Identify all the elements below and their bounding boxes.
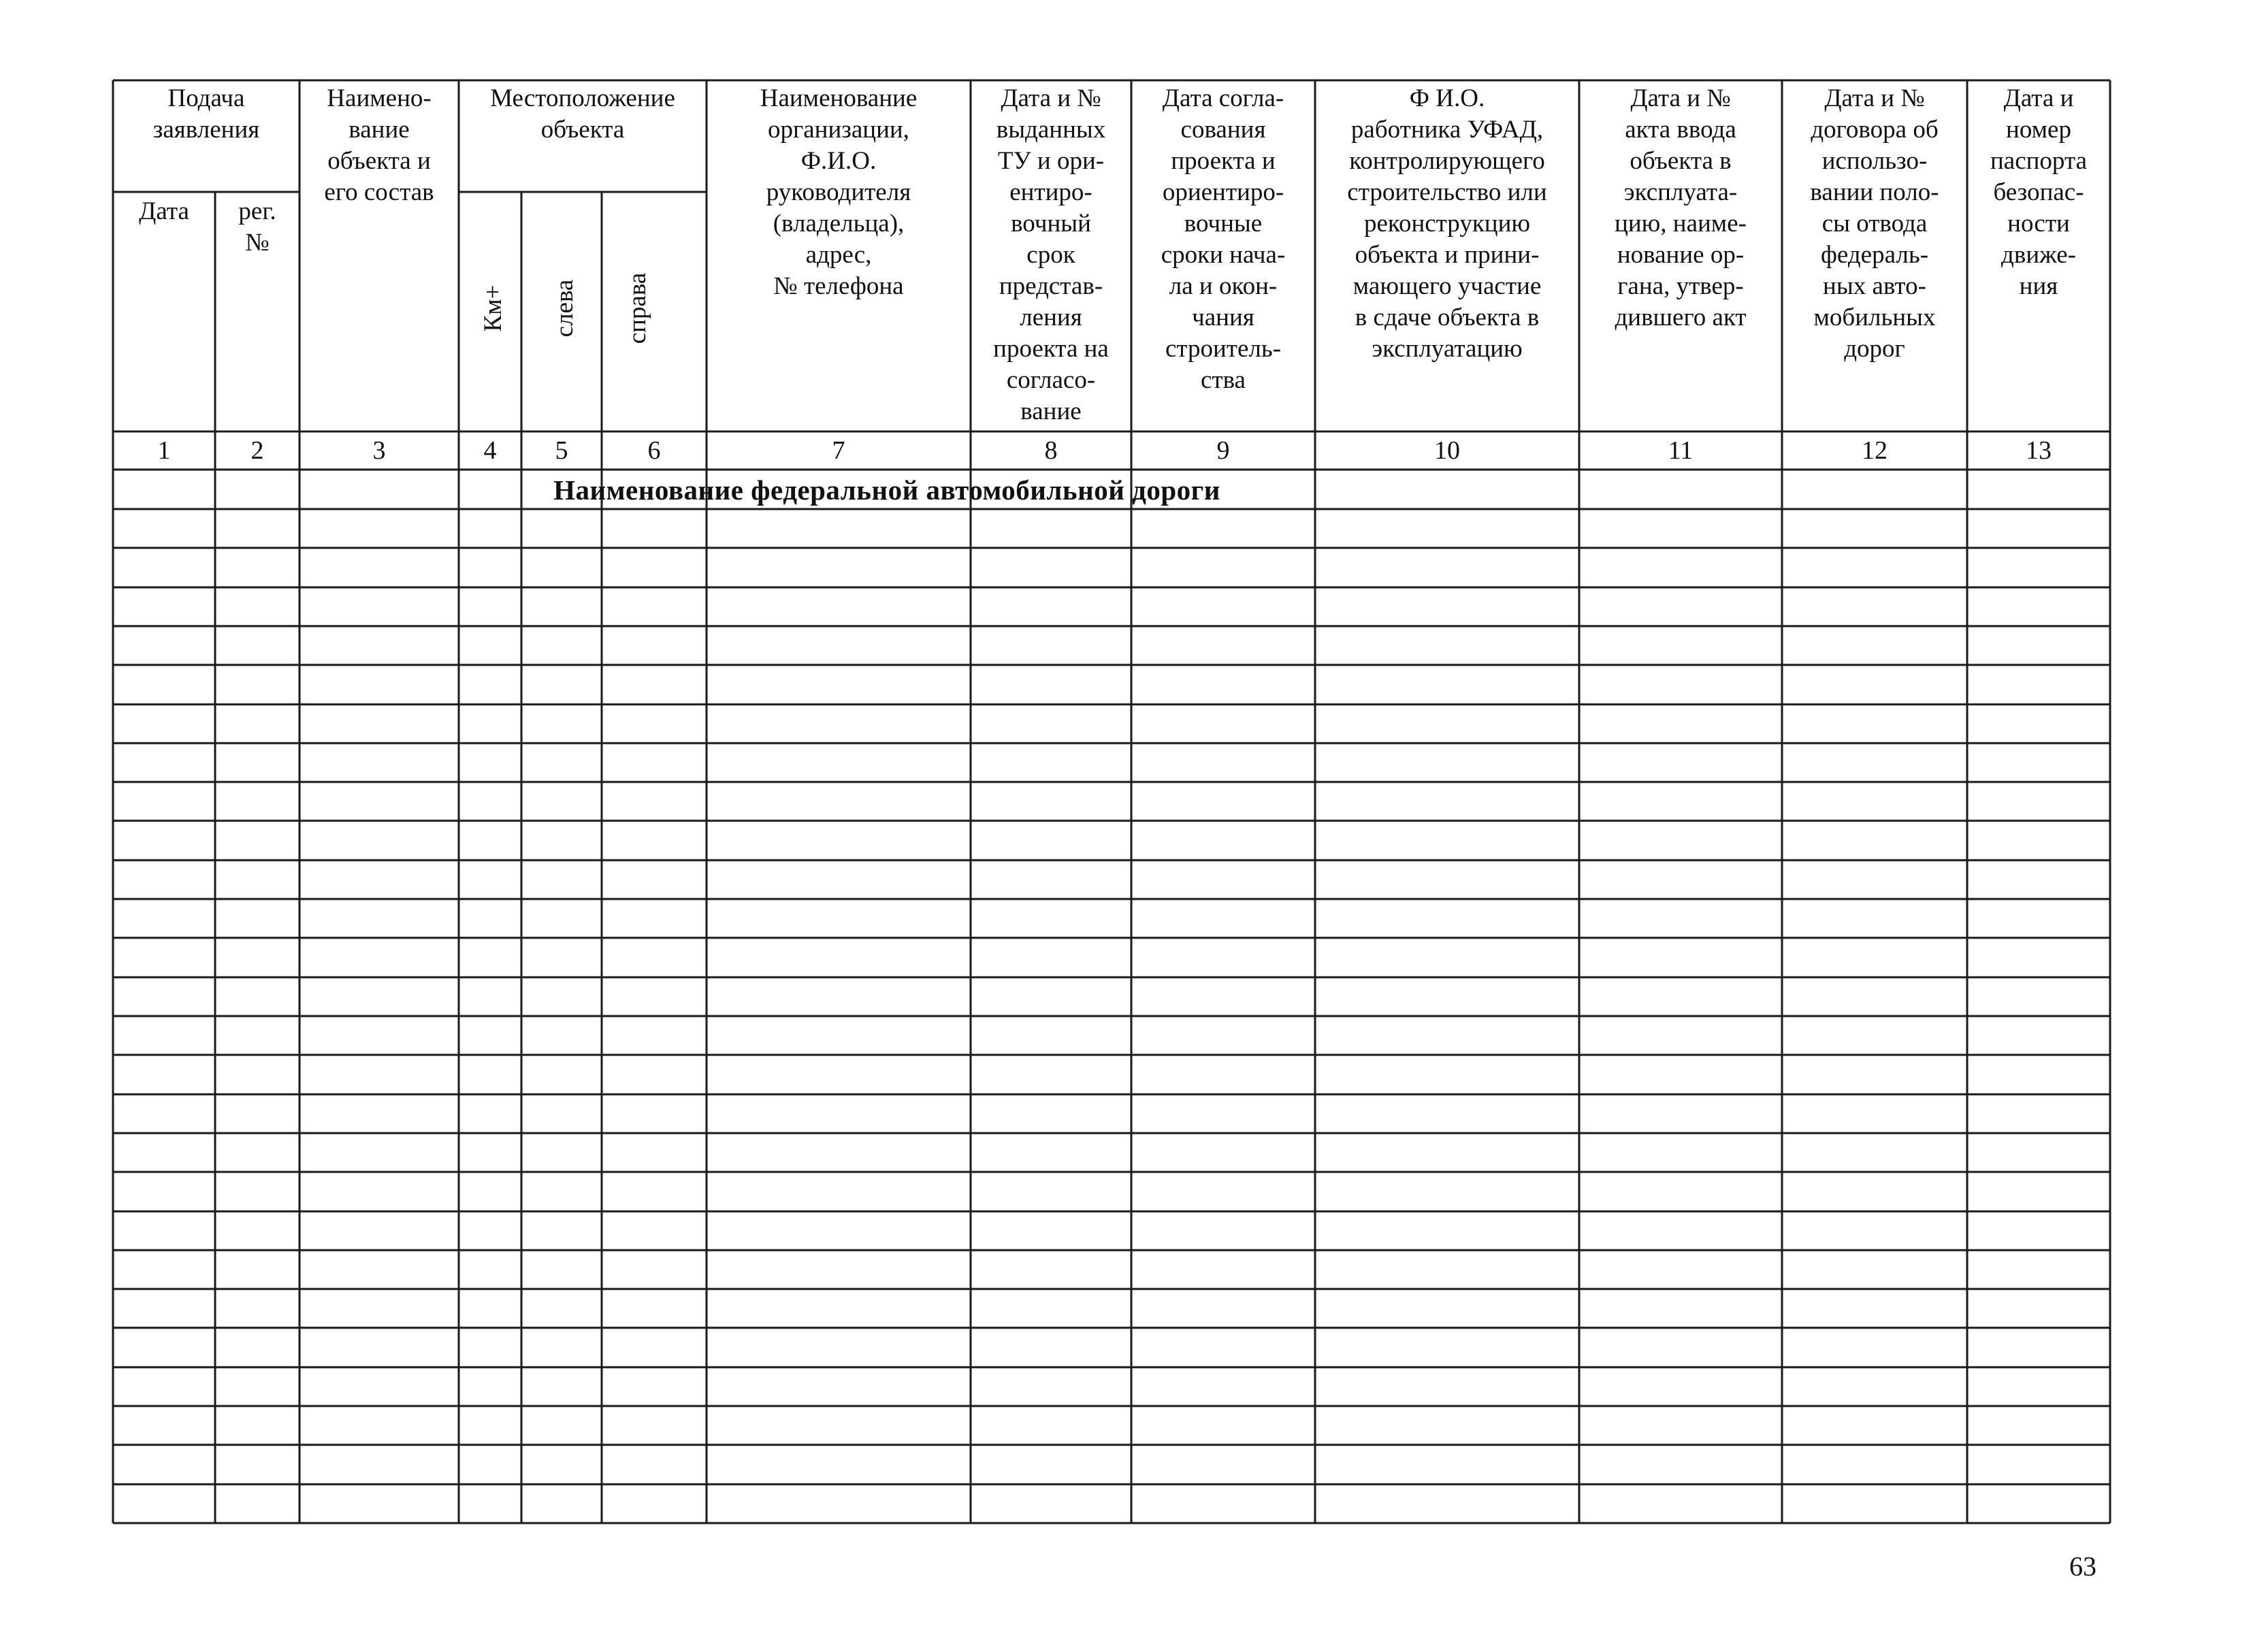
column-number: 4 xyxy=(483,436,497,465)
header-technical-conditions: Дата и № выданных ТУ и ори- ентиро- вочный срок представ- ления проекта на согласо- вание xyxy=(993,84,1109,425)
header-ufad-employee: Ф И.О. работника УФАД, контролирующего строительство или реконструкцию объекта и прини- мающего участие в сдаче объекта в эксплуатацию xyxy=(1347,84,1547,363)
column-number: 13 xyxy=(2026,436,2052,465)
column-number: 1 xyxy=(157,436,171,465)
header-object-name: Наимено- вание объекта и его состав xyxy=(324,84,434,206)
header-left-side: слева xyxy=(551,279,579,338)
header-application-submission: Подача заявления xyxy=(152,84,260,144)
header-project-approval: Дата согла- сования проекта и ориентиро- вочные сроки нача- ла и окон- чания строитель- ства xyxy=(1161,84,1286,394)
header-safety-passport: Дата и номер паспорта безопас- ности движе- ния xyxy=(1990,84,2087,300)
column-number: 2 xyxy=(250,436,264,465)
header-commissioning-act: Дата и № акта ввода объекта в эксплуата- цию, наиме- нование ор- гана, утвер- дившего акт xyxy=(1615,84,1747,331)
section-title-federal-road: Наименование федеральной автомобильной дороги xyxy=(553,474,1220,506)
header-km: Км+ xyxy=(479,284,507,332)
column-number: 5 xyxy=(555,436,568,465)
column-number: 11 xyxy=(1668,436,1694,465)
column-number: 7 xyxy=(832,436,845,465)
column-number: 12 xyxy=(1862,436,1888,465)
header-right-side: справа xyxy=(623,272,651,344)
header-organization: Наименование организации, Ф.И.О. руководителя (владельца), адрес, № телефона xyxy=(760,84,918,300)
column-number: 10 xyxy=(1434,436,1460,465)
header-date: Дата xyxy=(139,197,189,225)
column-number: 8 xyxy=(1044,436,1058,465)
header-object-location: Местоположение объекта xyxy=(490,84,675,144)
header-reg-number: рег. № xyxy=(238,197,276,257)
page-number: 63 xyxy=(2069,1551,2096,1582)
header-right-of-way-contract: Дата и № договора об использо- вании поло- сы отвода федераль- ных авто- мобильных дорог xyxy=(1810,84,1939,363)
column-number: 3 xyxy=(372,436,386,465)
column-number: 9 xyxy=(1216,436,1230,465)
column-number: 6 xyxy=(647,436,661,465)
